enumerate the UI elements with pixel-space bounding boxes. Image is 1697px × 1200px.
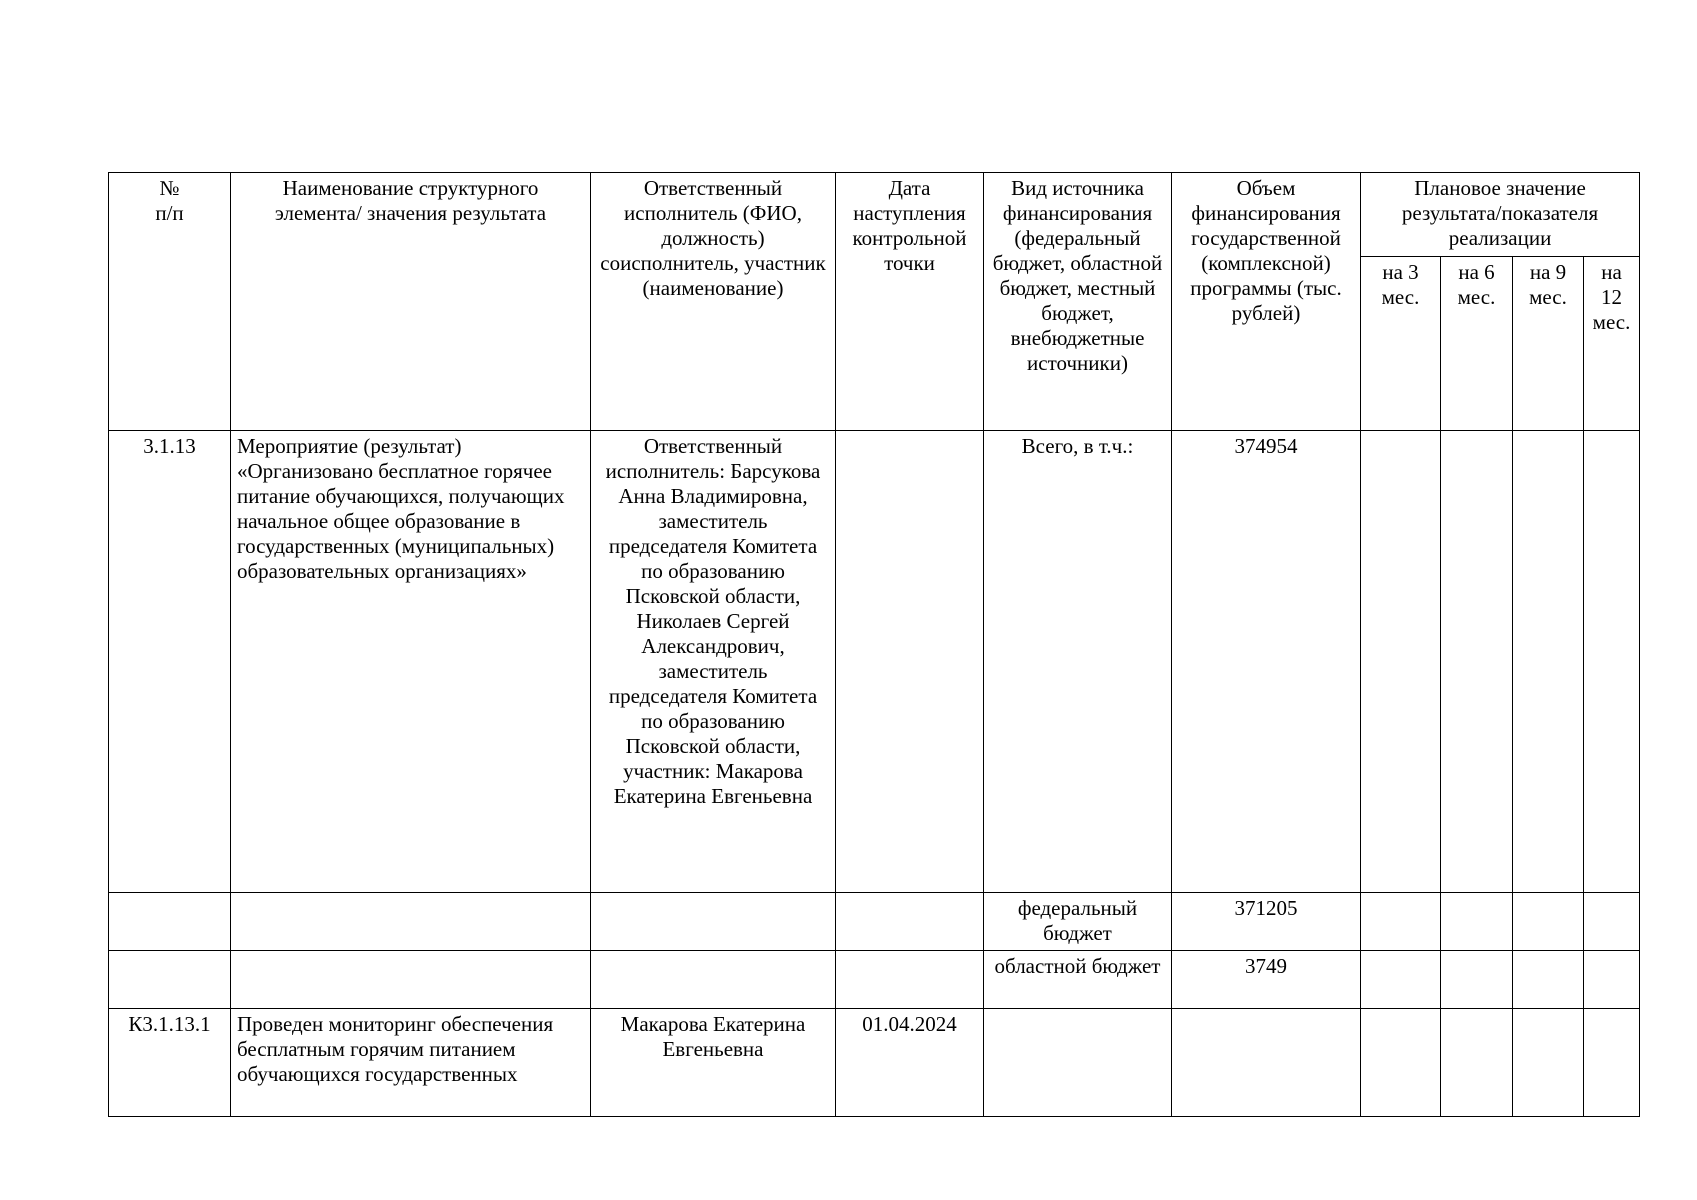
- cell-responsible: Макарова Екатерина Евгеньевна: [591, 1009, 836, 1117]
- cell-num: [109, 951, 231, 1009]
- plan-table: [108, 172, 1640, 1117]
- cell-responsible: [591, 951, 836, 1009]
- cell-name: Проведен мониторинг обеспечения бесплатным горячим питанием обучающихся государственных: [231, 1009, 591, 1117]
- cell-date: 01.04.2024: [836, 1009, 984, 1117]
- header-q12: на 12 мес.: [1584, 257, 1640, 431]
- cell-q3: [1361, 1009, 1441, 1117]
- cell-volume: 3749: [1172, 951, 1361, 1009]
- cell-q3: [1361, 951, 1441, 1009]
- cell-source: Всего, в т.ч.:: [984, 431, 1172, 893]
- cell-volume: 371205: [1172, 893, 1361, 951]
- cell-date: [836, 951, 984, 1009]
- header-plan: Плановое значение результата/показателя реализации: [1361, 173, 1640, 257]
- cell-num: [109, 893, 231, 951]
- cell-q12: [1584, 951, 1640, 1009]
- cell-q12: [1584, 1009, 1640, 1117]
- table-row: [109, 893, 1640, 951]
- cell-source: областной бюджет: [984, 951, 1172, 1009]
- cell-num: 3.1.13: [109, 431, 231, 893]
- cell-q9: [1513, 893, 1584, 951]
- header-q3: на 3 мес.: [1361, 257, 1441, 431]
- cell-name: [231, 951, 591, 1009]
- cell-responsible: [591, 893, 836, 951]
- cell-q12: [1584, 431, 1640, 893]
- cell-q9: [1513, 431, 1584, 893]
- header-source: Вид источника финансирования (федеральный бюджет, областной бюджет, местный бюджет, внебюджетные источники): [984, 173, 1172, 431]
- table-row: [109, 431, 1640, 893]
- table-row: [109, 1009, 1640, 1117]
- cell-responsible: Ответственный исполнитель: Барсукова Анна Владимировна, заместитель председателя Комитета по образованию Псковской области, Николаев Сергей Александрович, заместитель председателя Комитета по образованию Псковской области, участник: Макарова Екатерина Евгеньевна: [591, 431, 836, 893]
- cell-q6: [1441, 1009, 1513, 1117]
- cell-volume: 374954: [1172, 431, 1361, 893]
- cell-q3: [1361, 893, 1441, 951]
- cell-q6: [1441, 431, 1513, 893]
- cell-name: Мероприятие (результат) «Организовано бесплатное горячее питание обучающихся, получающих начальное общее образование в государственных (муниципальных) образовательных организациях»: [231, 431, 591, 893]
- cell-source: федеральный бюджет: [984, 893, 1172, 951]
- cell-q6: [1441, 893, 1513, 951]
- cell-date: [836, 893, 984, 951]
- header-row: [109, 173, 1640, 257]
- cell-q3: [1361, 431, 1441, 893]
- header-date: Дата наступления контрольной точки: [836, 173, 984, 431]
- cell-num: К3.1.13.1: [109, 1009, 231, 1117]
- header-volume: Объем финансирования государственной (комплексной) программы (тыс. рублей): [1172, 173, 1361, 431]
- header-q6: на 6 мес.: [1441, 257, 1513, 431]
- header-q9: на 9 мес.: [1513, 257, 1584, 431]
- header-name: Наименование структурного элемента/ значения результата: [231, 173, 591, 431]
- cell-q9: [1513, 951, 1584, 1009]
- cell-date: [836, 431, 984, 893]
- header-responsible: Ответственный исполнитель (ФИО, должность) соисполнитель, участник (наименование): [591, 173, 836, 431]
- cell-volume: [1172, 1009, 1361, 1117]
- cell-source: [984, 1009, 1172, 1117]
- cell-q6: [1441, 951, 1513, 1009]
- header-num: № п/п: [109, 173, 231, 431]
- table-row: [109, 951, 1640, 1009]
- cell-q9: [1513, 1009, 1584, 1117]
- cell-q12: [1584, 893, 1640, 951]
- cell-name: [231, 893, 591, 951]
